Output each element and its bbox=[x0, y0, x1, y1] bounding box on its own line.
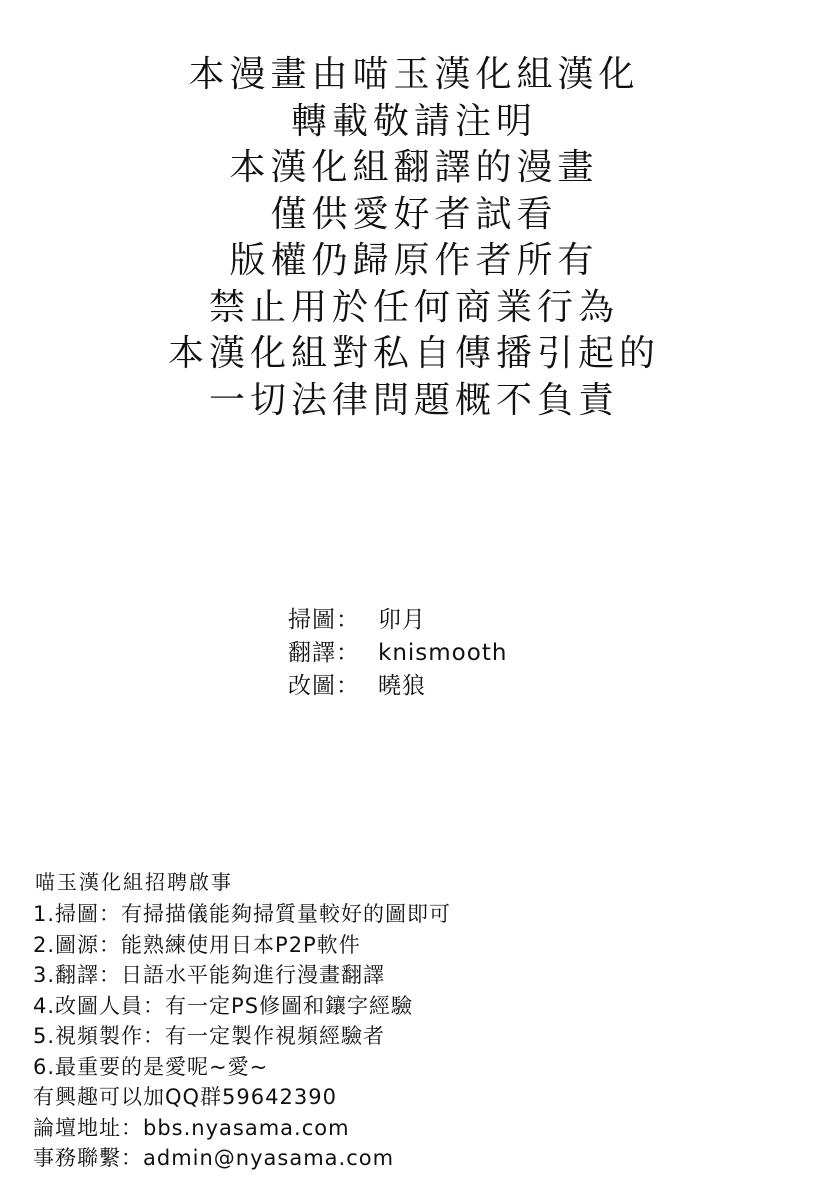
credit-name: knismooth bbox=[378, 640, 508, 666]
credit-row-scan bbox=[288, 604, 507, 637]
credit-role: 改圖： bbox=[288, 673, 360, 699]
notice-line: 禁止用於任何商業行為 bbox=[208, 286, 619, 328]
forum-address-line: 論壇地址：bbs.nyasama.com bbox=[33, 1115, 350, 1140]
notice-line: 版權仍歸原作者所有 bbox=[229, 240, 599, 281]
recruit-item: 4.改圖人員：有一定PS修圖和鑲字經驗 bbox=[33, 993, 414, 1018]
notice-line: 本漢化組翻譯的漫畫 bbox=[229, 147, 599, 188]
copyright-notice bbox=[0, 52, 828, 424]
contact-email-line: 事務聯繫：admin@nyasama.com bbox=[33, 1146, 395, 1170]
notice-line: 本漫畫由喵玉漢化組漢化 bbox=[188, 54, 640, 95]
credit-name: 卯月 bbox=[378, 607, 426, 633]
notice-line: 僅供愛好者試看 bbox=[270, 193, 558, 235]
credit-row-edit bbox=[288, 670, 507, 703]
credit-role: 翻譯： bbox=[288, 640, 360, 666]
recruit-item: 6.最重要的是愛呢~愛~ bbox=[33, 1054, 269, 1079]
recruit-item: 1.掃圖：有掃描儀能夠掃質量較好的圖即可 bbox=[33, 902, 452, 926]
qq-group-line: 有興趣可以加QQ群59642390 bbox=[33, 1085, 337, 1109]
recruit-item: 5.視頻製作：有一定製作視頻經驗者 bbox=[33, 1024, 386, 1048]
recruit-item: 2.圖源：能熟練使用日本P2P軟件 bbox=[33, 932, 361, 957]
notice-line: 本漢化組對私自傳播引起的 bbox=[167, 333, 660, 374]
notice-line: 轉載敬請注明 bbox=[290, 100, 537, 142]
recruit-title: 喵玉漢化組招聘啟事 bbox=[35, 870, 233, 894]
credit-name: 曉狼 bbox=[378, 673, 426, 699]
recruitment-notice bbox=[33, 866, 451, 1174]
recruit-item: 3.翻譯：日語水平能夠進行漫畫翻譯 bbox=[33, 963, 386, 987]
notice-line: 一切法律問題概不負責 bbox=[208, 379, 619, 421]
staff-credits bbox=[288, 604, 507, 703]
credit-row-translate bbox=[288, 637, 507, 670]
credit-role: 掃圖： bbox=[288, 607, 360, 633]
